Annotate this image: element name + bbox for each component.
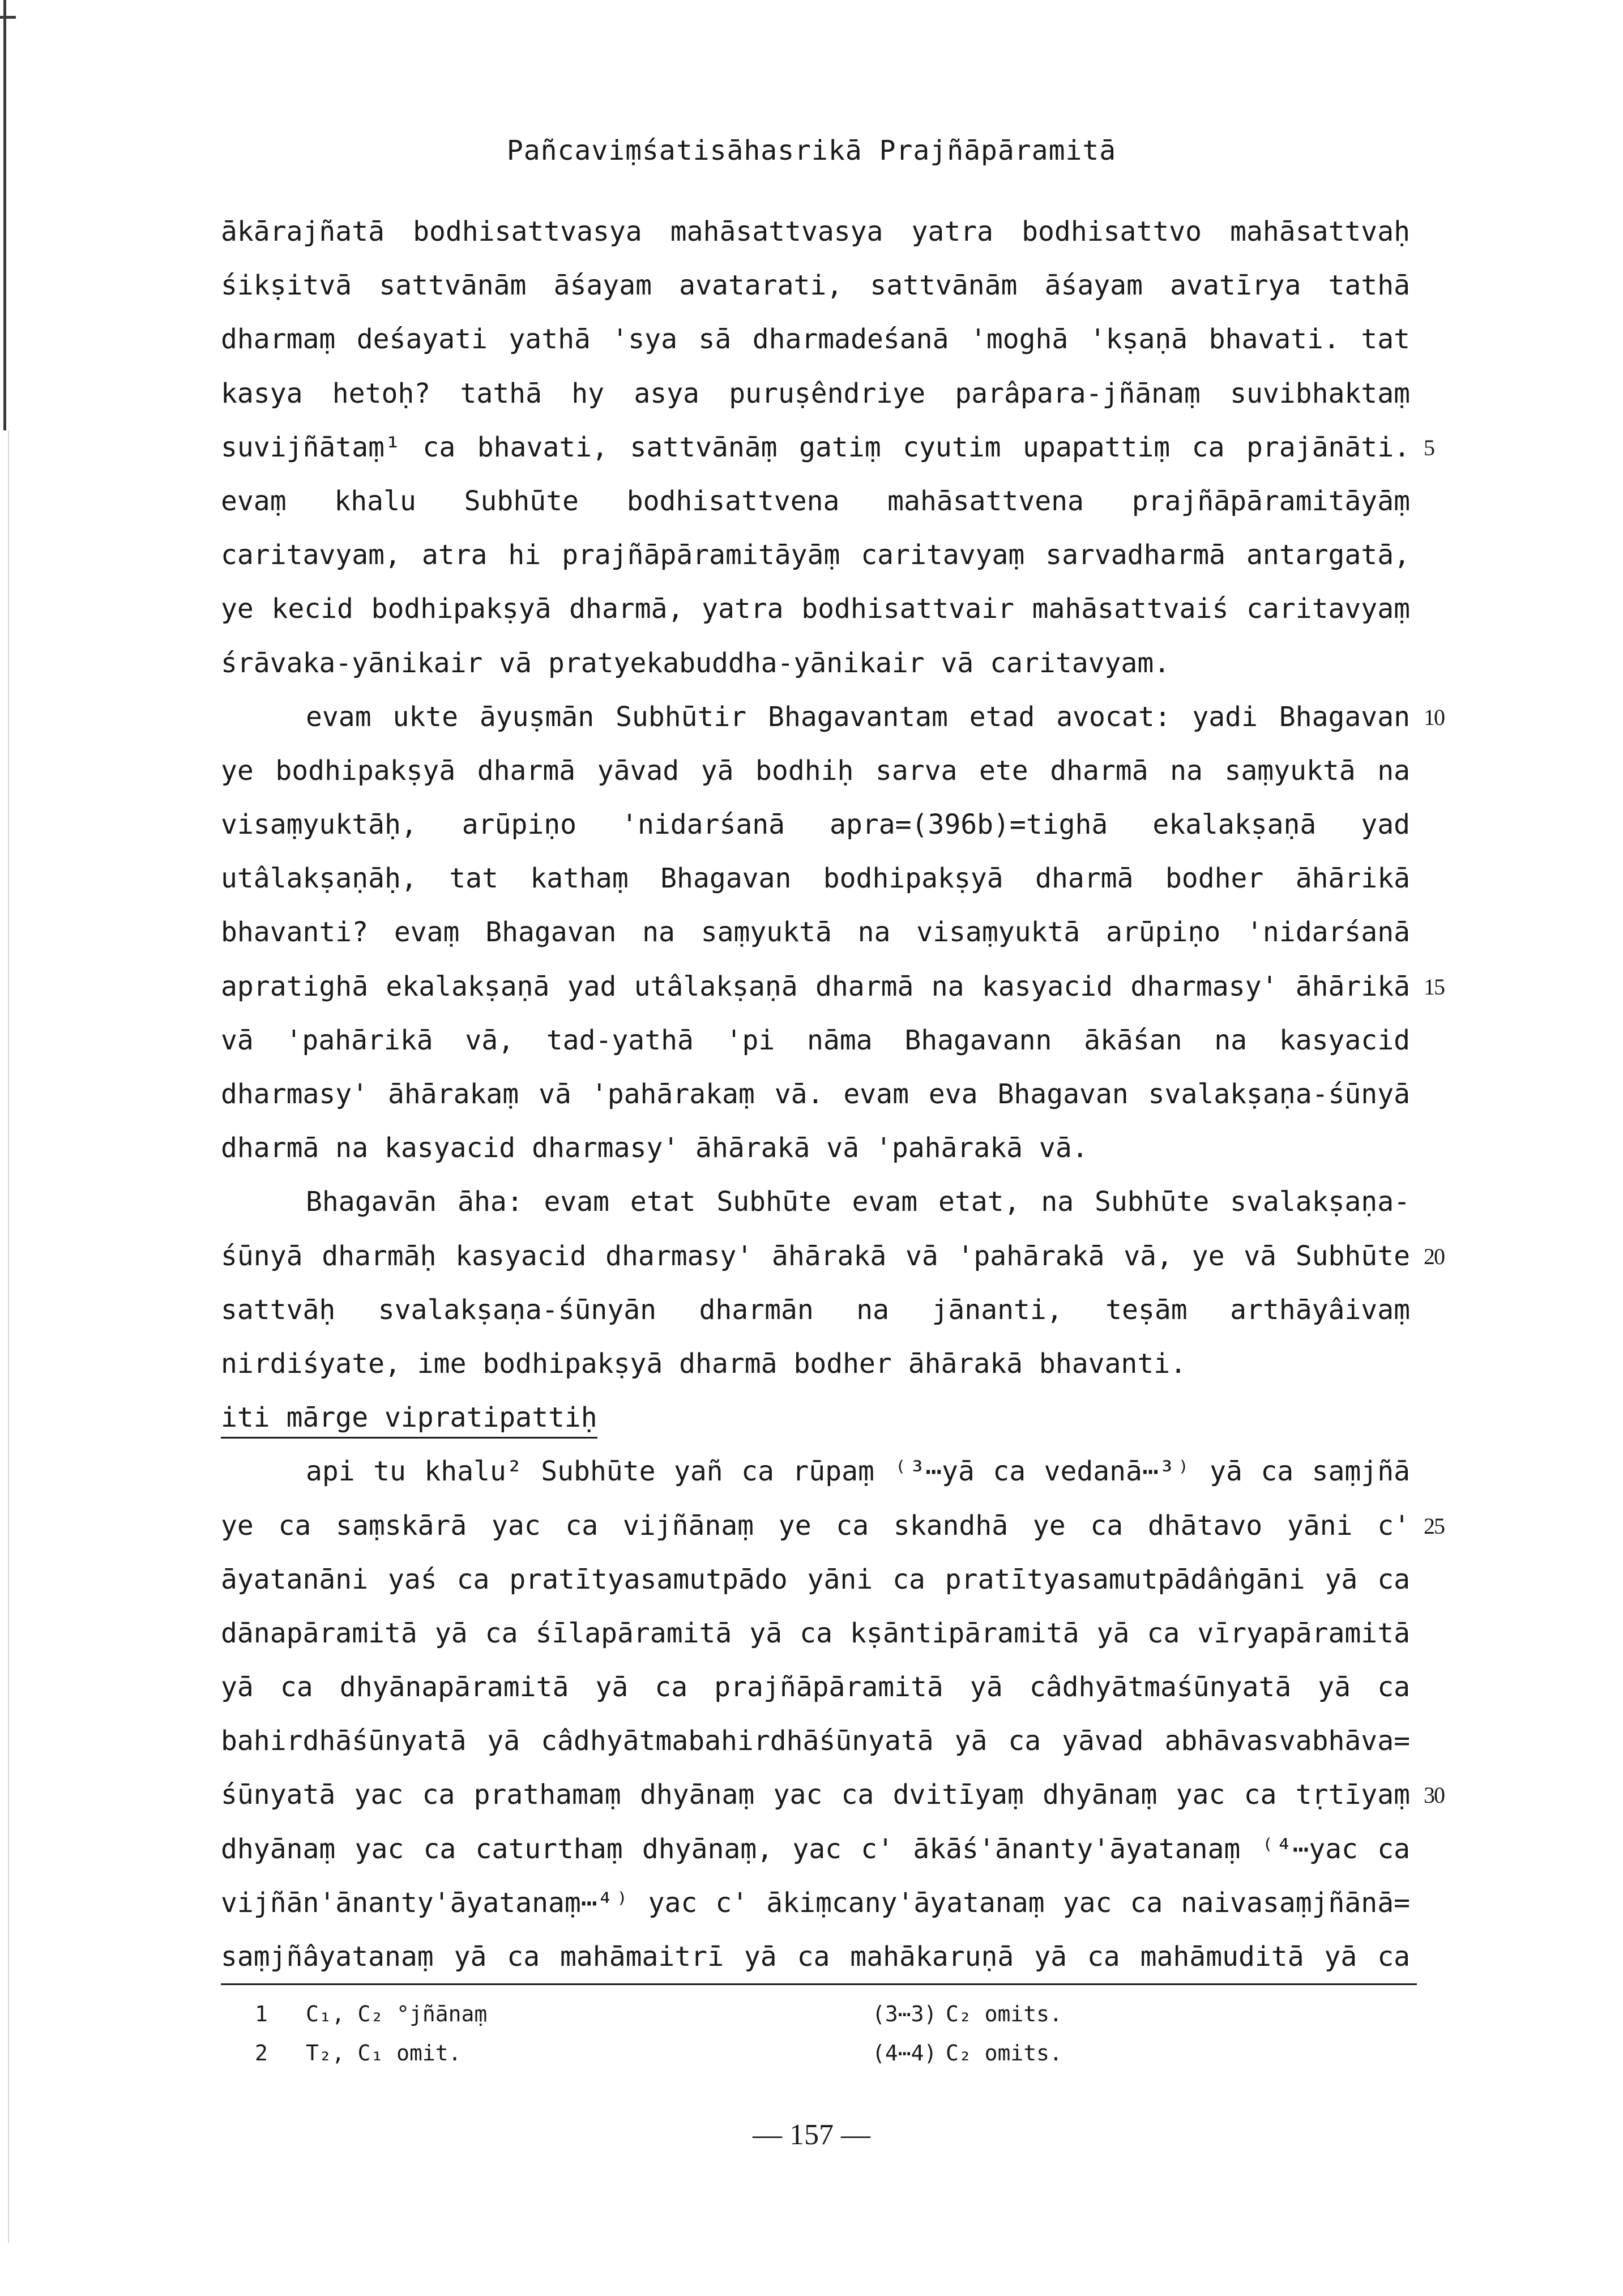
- line-text: suvijñātaṃ¹ ca bhavati, sattvānāṃ gatiṃ cyutim upapattiṃ ca prajānāti.: [221, 431, 1410, 463]
- footnote-text: C₂ omits.: [946, 2041, 1062, 2065]
- text-line: [221, 744, 1410, 798]
- text-line: [221, 1337, 1410, 1391]
- page-number: — 157 —: [753, 2119, 870, 2151]
- text-line: [221, 1607, 1410, 1661]
- text-line: [221, 1768, 1444, 1822]
- text-line: [221, 906, 1410, 959]
- text-line: [221, 1661, 1410, 1714]
- section-heading-wrap: [221, 1391, 1410, 1445]
- line-text: āyatanāni yaś ca pratītyasamutpādo yāni ca pratītyasamutpādâṅgāni yā ca: [221, 1563, 1410, 1595]
- line-text: dharmasy' āhārakaṃ vā 'pahārakaṃ vā. evam eva Bhagavan svalakṣaṇa-śūnyā: [221, 1078, 1410, 1110]
- line-text: saṃjñâyatanaṃ yā ca mahāmaitrī yā ca mahākaruṇā yā ca mahāmuditā yā ca: [221, 1941, 1410, 1973]
- scan-edge-shadow: [8, 430, 9, 2243]
- footnote-mark: (4⋯4): [872, 2041, 937, 2065]
- line-text: sattvāḥ svalakṣaṇa-śūnyān dharmān na jānanti, teṣām arthāyâivaṃ: [221, 1294, 1410, 1326]
- text-line: [221, 1714, 1410, 1768]
- footnote: [255, 2034, 487, 2073]
- line-text: ye bodhipakṣyā dharmā yāvad yā bodhiḥ sarva ete dharmā na saṃyuktā na: [221, 754, 1410, 787]
- footnote-mark: 2: [255, 2041, 268, 2065]
- line-number: 20: [1424, 1243, 1444, 1269]
- line-text: ye kecid bodhipakṣyā dharmā, yatra bodhisattvair mahāsattvaiś caritavyaṃ: [221, 593, 1410, 625]
- footnote-text: C₂ omits.: [946, 2001, 1062, 2026]
- line-text: ye ca saṃskārā yac ca vijñānaṃ ye ca skandhā ye ca dhātavo yāni c': [221, 1509, 1410, 1542]
- line-text: kasya hetoḥ? tathā hy asya puruṣêndriye parâpara-jñānaṃ suvibhaktaṃ: [221, 377, 1410, 409]
- footnote-rule: [221, 1983, 1417, 1985]
- line-text: dharmaṃ deśayati yathā 'sya sā dharmadeśanā 'moghā 'kṣaṇā bhavati. tat: [221, 323, 1410, 356]
- section-heading: [221, 1391, 1410, 1445]
- text-line: [221, 421, 1434, 475]
- text-line: [221, 1121, 1410, 1175]
- line-text: bahirdhāśūnyatā yā câdhyātmabahirdhāśūnyatā yā ca yāvad abhāvasvabhāva=: [221, 1725, 1410, 1757]
- text-line: [221, 1499, 1444, 1553]
- line-text: vā 'pahārikā vā, tad-yathā 'pi nāma Bhagavann ākāśan na kasyacid: [221, 1024, 1410, 1056]
- line-text: dharmā na kasyacid dharmasy' āhārakā vā 'pahārakā vā.: [221, 1132, 1088, 1164]
- text-line: [221, 960, 1444, 1014]
- text-line: [221, 798, 1410, 852]
- footnote: [872, 1995, 1062, 2034]
- line-text: Bhagavān āha: evam etat Subhūte evam etat, na Subhūte svalakṣaṇa-: [306, 1186, 1410, 1218]
- footnote: [255, 1995, 487, 2034]
- text-line: [221, 205, 1410, 259]
- line-text: evaṃ khalu Subhūte bodhisattvena mahāsattvena prajñāpāramitāyāṃ: [221, 485, 1410, 517]
- line-number: 30: [1424, 1782, 1444, 1808]
- text-line: [221, 475, 1410, 528]
- line-text: dhyānaṃ yac ca caturthaṃ dhyānaṃ, yac c' ākāś'ānanty'āyatanaṃ ⁽⁴⋯yac ca: [221, 1833, 1410, 1865]
- line-text: evam ukte āyuṣmān Subhūtir Bhagavantam etad avocat: yadi Bhagavan: [306, 701, 1410, 733]
- text-line: [221, 313, 1410, 366]
- line-text: utâlakṣaṇāḥ, tat kathaṃ Bhagavan bodhipakṣyā dharmā bodher āhārikā: [221, 863, 1410, 895]
- main-text: [221, 205, 1444, 1984]
- line-text: śūnyatā yac ca prathamaṃ dhyānaṃ yac ca dvitīyaṃ dhyānaṃ yac ca tṛtīyaṃ: [221, 1779, 1410, 1811]
- line-number: 15: [1424, 974, 1444, 1000]
- text-line: [221, 259, 1410, 313]
- text-line: [221, 1230, 1444, 1283]
- line-text: yā ca dhyānapāramitā yā ca prajñāpāramitā yā câdhyātmaśūnyatā yā ca: [221, 1671, 1410, 1704]
- scan-edge-mark-top: [0, 16, 16, 19]
- line-text: śrāvaka-yānikair vā pratyekabuddha-yānikair vā caritavyam.: [221, 647, 1171, 679]
- footnotes-left: [255, 1995, 487, 2073]
- line-number: 10: [1424, 704, 1444, 730]
- running-head: Pañcaviṃśatisāhasrikā Prajñāpāramitā: [506, 135, 1117, 167]
- line-text: nirdiśyate, ime bodhipakṣyā dharmā bodher āhārakā bhavanti.: [221, 1347, 1187, 1380]
- footnote-text: T₂, C₁ omit.: [306, 2041, 462, 2065]
- footnote-text: C₁, C₂ °jñānaṃ: [306, 2001, 488, 2026]
- scan-edge-mark: [3, 0, 6, 430]
- text-line: [221, 690, 1444, 744]
- text-line: [221, 1823, 1410, 1876]
- line-text: bhavanti? evaṃ Bhagavan na saṃyuktā na visaṃyuktā arūpiṇo 'nidarśanā: [221, 916, 1410, 949]
- text-line: [221, 1445, 1410, 1499]
- footnotes-right: [872, 1995, 1062, 2073]
- line-text: caritavyam, atra hi prajñāpāramitāyāṃ caritavyaṃ sarvadharmā antargatā,: [221, 539, 1410, 571]
- text-line: [221, 1930, 1410, 1984]
- line-text: apratighā ekalakṣaṇā yad utâlakṣaṇā dharmā na kasyacid dharmasy' āhārikā: [221, 970, 1410, 1002]
- text-line: [221, 582, 1410, 636]
- text-line: [221, 1014, 1410, 1068]
- footnote-mark: (3⋯3): [872, 2001, 937, 2026]
- footnote: [872, 2034, 1062, 2073]
- text-line: [221, 1068, 1410, 1121]
- text-line: [221, 852, 1410, 906]
- line-text: ākārajñatā bodhisattvasya mahāsattvasya yatra bodhisattvo mahāsattvaḥ: [221, 216, 1410, 247]
- text-line: [221, 1876, 1410, 1930]
- line-text: visaṃyuktāḥ, arūpiṇo 'nidarśanā apra=(396b)=tighā ekalakṣaṇā yad: [221, 809, 1410, 841]
- text-line: [221, 367, 1410, 421]
- text-line: [221, 528, 1410, 582]
- text-line: [221, 1175, 1410, 1229]
- text-line: [221, 1283, 1410, 1337]
- line-number: 5: [1424, 434, 1434, 460]
- text-line: [221, 1553, 1410, 1607]
- section-heading-text: iti mārge vipratipattiḥ: [221, 1402, 597, 1439]
- line-text: śikṣitvā sattvānām āśayam avatarati, sattvānām āśayam avatīrya tathā: [221, 270, 1410, 302]
- line-text: dānapāramitā yā ca śīlapāramitā yā ca kṣāntipāramitā yā ca vīryapāramitā: [221, 1617, 1410, 1649]
- footnote-mark: 1: [255, 2001, 268, 2026]
- line-text: śūnyā dharmāḥ kasyacid dharmasy' āhārakā vā 'pahārakā vā, ye vā Subhūte: [221, 1240, 1410, 1272]
- line-text: vijñān'ānanty'āyatanaṃ⋯⁴⁾ yac c' ākiṃcany'āyatanaṃ yac ca naivasaṃjñānā=: [221, 1887, 1410, 1919]
- line-text: api tu khalu² Subhūte yañ ca rūpaṃ ⁽³⋯yā ca vedanā⋯³⁾ yā ca saṃjñā: [306, 1456, 1410, 1488]
- text-line: [221, 637, 1410, 690]
- line-number: 25: [1424, 1513, 1444, 1539]
